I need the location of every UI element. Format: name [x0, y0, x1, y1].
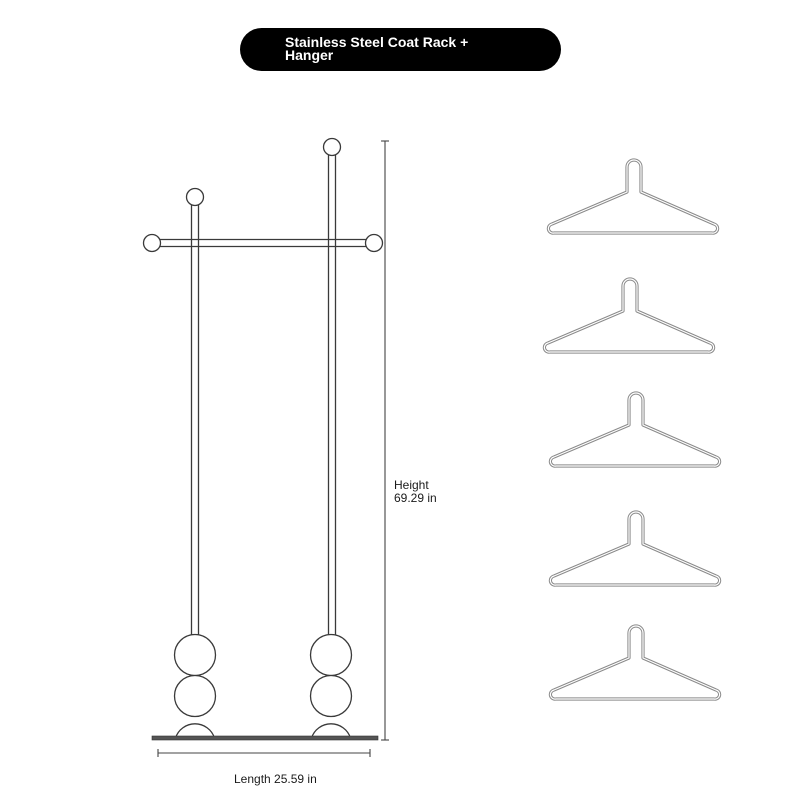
rack-pole-left	[192, 205, 199, 636]
height-dimension-label	[394, 479, 437, 505]
rack-base-spheres-right	[311, 635, 352, 739]
rack-top-ball-left	[187, 189, 204, 206]
hanger-icon	[550, 626, 719, 699]
length-dimension-label: Length 25.59 in	[234, 772, 317, 786]
rack-base-spheres-left	[175, 635, 216, 739]
coat-rack-icon	[144, 139, 383, 741]
rack-base-plate	[152, 736, 378, 740]
horizontal-dimension-line	[158, 749, 370, 757]
hanger-icon	[550, 393, 719, 466]
hanger-icon	[544, 279, 713, 352]
height-value-text: 69.29 in	[394, 491, 437, 505]
hanger-icon	[550, 512, 719, 585]
vertical-dimension-line	[381, 141, 389, 740]
hanger-icon	[548, 160, 717, 233]
rack-pole-right	[329, 155, 336, 636]
rack-top-ball-right	[324, 139, 341, 156]
crossbar-end-right	[366, 235, 383, 252]
height-label-text: Height	[394, 478, 429, 492]
crossbar-end-left	[144, 235, 161, 252]
hanger-list	[544, 160, 719, 699]
page-title: Stainless Steel Coat Rack + Hanger	[285, 34, 469, 63]
